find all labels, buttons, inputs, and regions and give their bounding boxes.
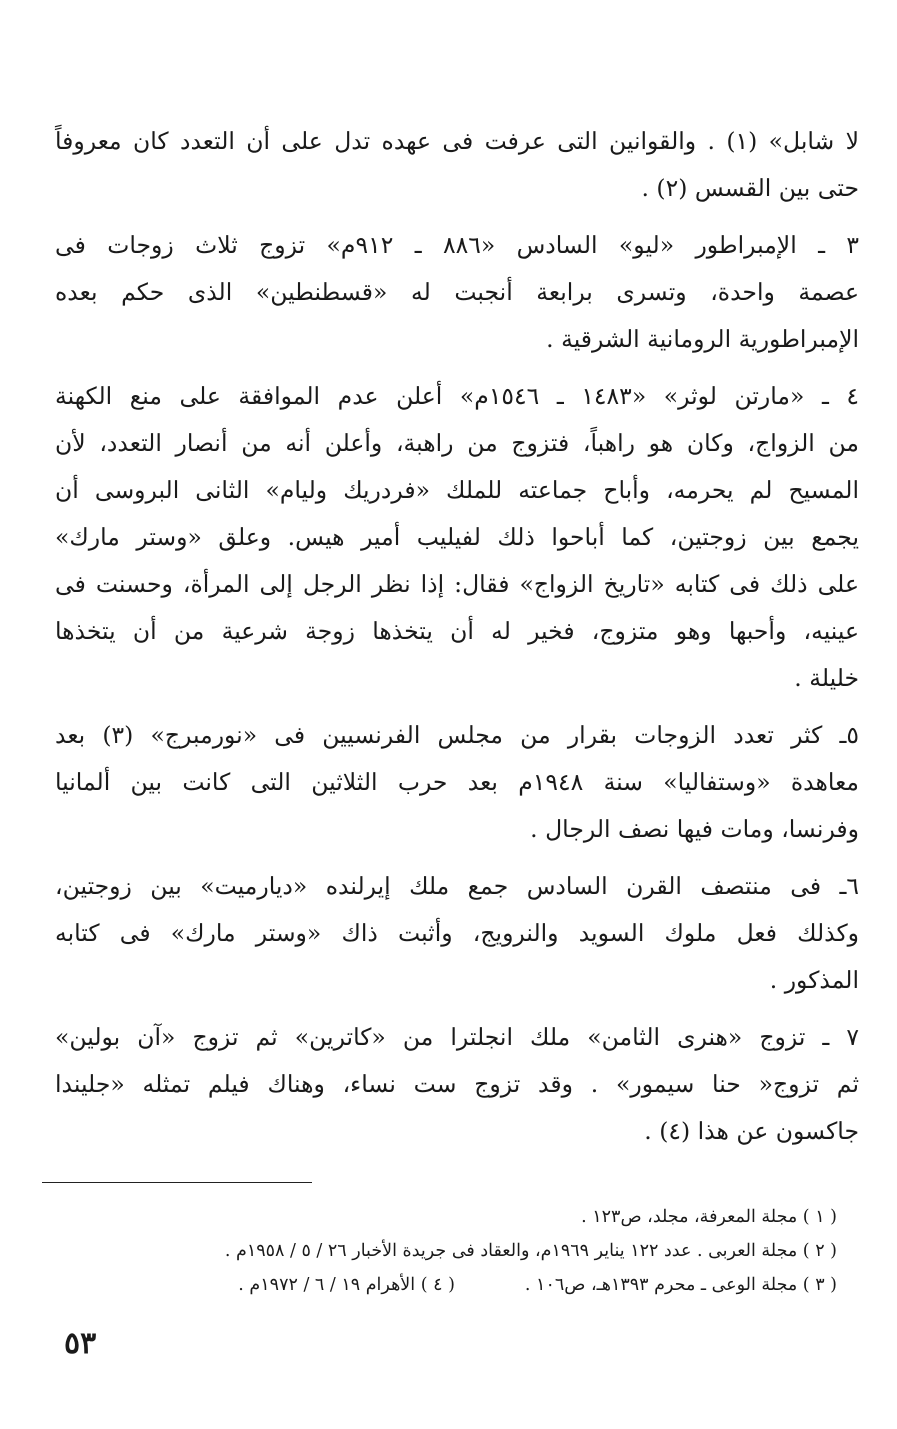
- text-line: من الزواج، وكان هو راهباً، فتزوج من راهبة، وأعلن أنه من أنصار التعدد، لأن: [55, 429, 859, 457]
- text-line: خليلة .: [794, 664, 859, 692]
- text-line: يجمع بين زوجتين، كما أباحوا ذلك لفيليب أمير هيس. وعلق «وستر مارك»: [55, 523, 859, 551]
- footnote-2: [55, 1234, 837, 1268]
- page-number: ٥٣: [64, 1326, 97, 1361]
- text-line: عصمة واحدة، وتسرى برابعة أنجبت له «قسطنطين» الذى حكم بعده: [55, 278, 859, 306]
- text-line: عينيه، وأحبها وهو متزوج، فخير له أن يتخذها زوجة شرعية من أن يتخذها: [55, 617, 859, 645]
- footnote-separator: [42, 1182, 312, 1183]
- footnote-3-4: [55, 1268, 837, 1302]
- paragraph-item-4: [55, 373, 859, 702]
- paragraph-lashapel: [55, 118, 859, 212]
- footnote-1: [55, 1200, 837, 1234]
- text-line: ٤ ـ «مارتن لوثر» «١٤٨٣ ـ ١٥٤٦م» أعلن عدم الموافقة على منع الكهنة: [55, 382, 860, 410]
- paragraph-item-5: [55, 712, 859, 853]
- text-line: المسيح لم يحرمه، وأباح جماعته للملك «فردريك وليام» الثانى البروسى أن: [55, 476, 859, 504]
- paragraph-item-7: [55, 1014, 859, 1155]
- text-line: على ذلك فى كتابه «تاريخ الزواج» فقال: إذا نظر الرجل إلى المرأة، وحسنت فى: [55, 570, 859, 598]
- paragraph-item-6: [55, 863, 859, 1004]
- footnote-4-text: ( ٤ ) الأهرام ١٩ / ٦ / ١٩٧٢م .: [238, 1275, 455, 1295]
- footnotes: [55, 1200, 837, 1302]
- text-line: ثم تزوج« حنا سيمور» . وقد تزوج ست نساء، وهناك فيلم تمثله «جليندا: [55, 1070, 859, 1098]
- text-line: جاكسون عن هذا (٤) .: [644, 1117, 859, 1145]
- text-line: وكذلك فعل ملوك السويد والنرويج، وأثبت ذاك «وستر مارك» فى كتابه: [55, 919, 859, 947]
- main-text: [55, 118, 859, 1165]
- text-line: ٧ ـ تزوج «هنرى الثامن» ملك انجلترا من «كاترين» ثم تزوج «آن بولين»: [55, 1023, 859, 1051]
- text-line: ٣ ـ الإمبراطور «ليو» السادس «٨٨٦ ـ ٩١٢م» تزوج ثلاث زوجات فى: [55, 231, 859, 259]
- text-line: الإمبراطورية الرومانية الشرقية .: [546, 325, 859, 353]
- footnote-gap: [455, 1268, 525, 1302]
- text-line: لا شابل» (١) . والقوانين التى عرفت فى عهده تدل على أن التعدد كان معروفاً: [55, 127, 859, 155]
- text-line: وفرنسا، ومات فيها نصف الرجال .: [530, 815, 859, 843]
- footnote-3-text: ( ٣ ) مجلة الوعى ـ محرم ١٣٩٣هـ، ص١٠٦ .: [524, 1275, 837, 1295]
- text-line: المذكور .: [769, 966, 859, 994]
- footnote-2-text: ( ٢ ) مجلة العربى . عدد ١٢٢ يناير ١٩٦٩م، والعقاد فى جريدة الأخبار ٢٦ / ٥ / ١٩٥٨م .: [224, 1241, 837, 1261]
- footnote-1-text: ( ١ ) مجلة المعرفة، مجلد، ص١٢٣ .: [581, 1207, 837, 1227]
- text-line: ٦ـ فى منتصف القرن السادس جمع ملك إيرلنده «ديارميت» بين زوجتين،: [55, 872, 859, 900]
- text-line: معاهدة «وستفاليا» سنة ١٩٤٨م بعد حرب الثلاثين التى كانت بين ألمانيا: [55, 768, 859, 796]
- text-line: حتى بين القسس (٢) .: [641, 174, 859, 202]
- text-line: ٥ـ كثر تعدد الزوجات بقرار من مجلس الفرنسيين فى «نورمبرج» (٣) بعد: [55, 721, 859, 749]
- paragraph-item-3: [55, 222, 859, 363]
